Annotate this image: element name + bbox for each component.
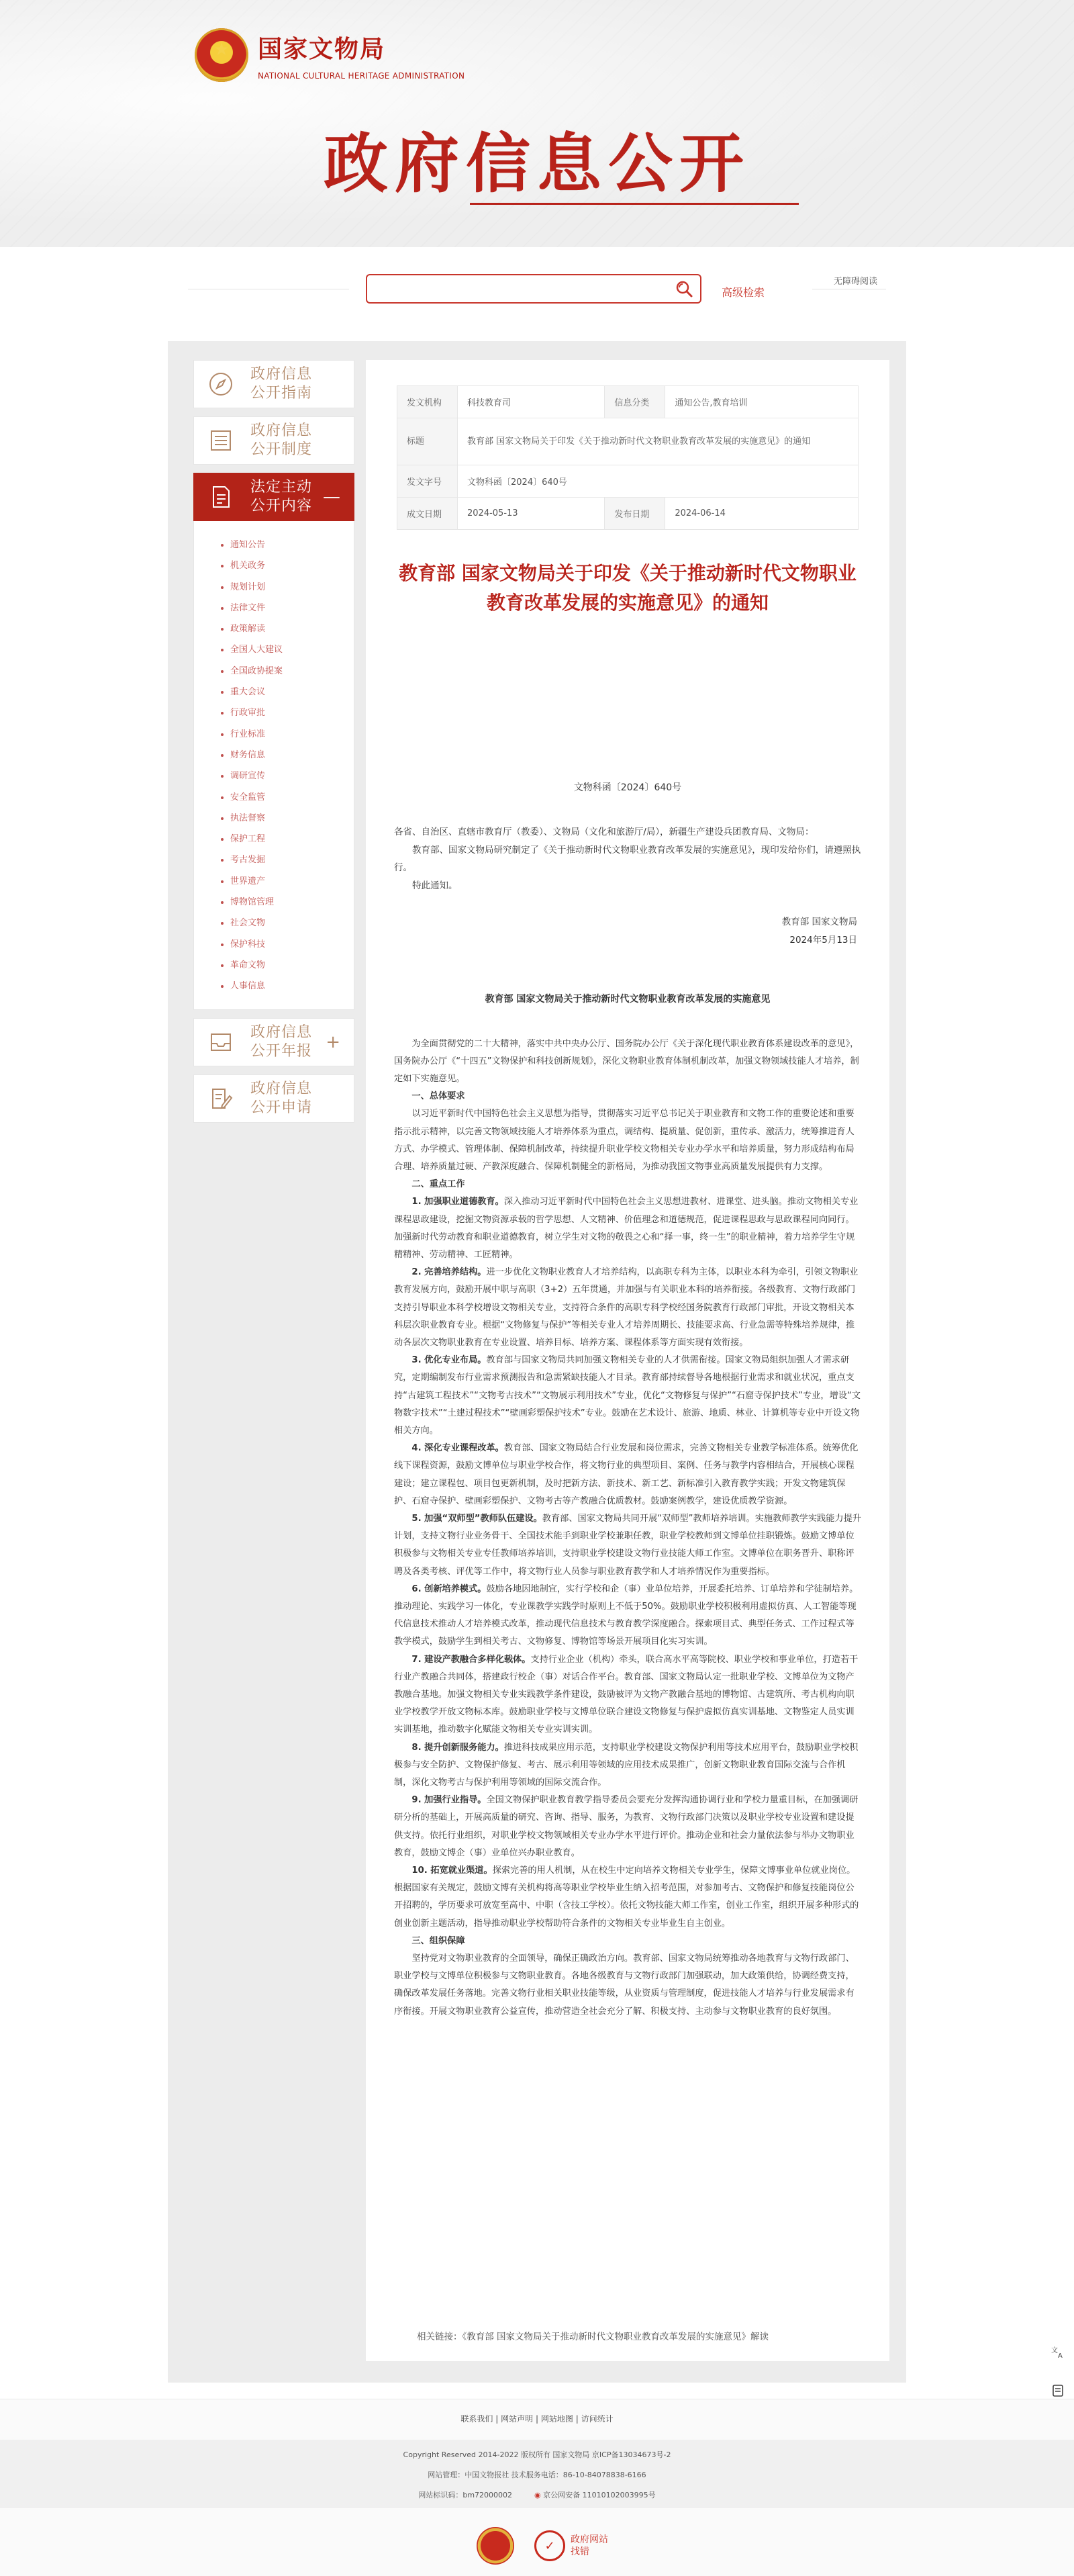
language-icon[interactable] xyxy=(1046,2340,1070,2364)
submenu-item[interactable]: 考古发掘 xyxy=(221,849,354,870)
article-paragraph xyxy=(394,1581,861,1651)
accessibility-link[interactable]: 无障碍阅读 xyxy=(834,277,878,287)
document-number: 文物科函〔2024〕640号 xyxy=(573,782,682,793)
police-record[interactable]: 京公网安备 11010102003995号 xyxy=(543,2491,656,2499)
footer xyxy=(0,2399,1074,2576)
organizer: 网站管理：中国文物报社 技术服务电话：86-10-84078838-6166 xyxy=(428,2471,646,2479)
paragraph-text: 支持行业企业（机构）牵头，联合高水平高等院校、职业学校和事业单位，打造若干行业产教融合共同体，搭建政行校企（事）对话合作平台。教育部、国家文物局认定一批职业学校、文博单位为文物产教融合基地。加强文物相关专业实践教学条件建设，鼓励被评为文物产教融合基地的博物馆、古建筑所、考古机构向职业学校教学开放文物标本库。鼓励职业学校与文博单位联合建设文物修复与保护虚拟仿真实训基地、文物鉴定人员实训实训基地，推动数字化赋能文物相关专业实训实训。 xyxy=(394,1654,859,1735)
report-error-line1: 政府网站 xyxy=(571,2534,608,2545)
svg-text:A: A xyxy=(1058,2352,1063,2359)
site-name: 国家文物局 xyxy=(258,35,386,63)
paragraph-text: 教育部与国家文物局共同加强文物相关专业的人才供需衔接。国家文物局组织加强人才需求研究，定期编制发布行业需求预测报告和急需紧缺技能人才目录。教育部持续督导各地根据行业需求和就业状况，重点支持“古建筑工程技术”“文物考古技术”“文物展示利用技术”专业，优化“文物修复与保护”“石窟寺保护技术”专业，增设“文物数字技术”“土建过程技术”“壁画彩塑保护技术”专业。鼓励在艺术设计、旅游、地质、林业、计算机等专业中开设文物相关方向。 xyxy=(394,1355,861,1436)
search-area xyxy=(168,247,906,341)
footer-link-sitemap[interactable]: 网站地图 xyxy=(540,2414,573,2424)
search-input[interactable] xyxy=(367,276,668,302)
submenu-item[interactable]: 博物馆管理 xyxy=(221,892,354,913)
svg-text:文: 文 xyxy=(1051,2347,1058,2354)
section-heading xyxy=(394,1933,861,1950)
document-body xyxy=(394,823,861,2021)
meta-published-date: 2024-06-14 xyxy=(665,498,859,530)
sidebar-item-label: 法定主动 公开内容 xyxy=(250,479,313,514)
search-button[interactable] xyxy=(668,276,700,302)
submenu-item[interactable]: 社会文物 xyxy=(221,913,354,933)
submenu-item[interactable]: 政策解读 xyxy=(221,618,354,639)
footer-link-contact[interactable]: 联系我们 xyxy=(460,2414,493,2424)
compass-icon xyxy=(206,369,236,399)
attachment-body xyxy=(394,1036,861,2021)
submenu-item[interactable]: 重大会议 xyxy=(221,682,354,702)
article-paragraph xyxy=(394,1193,861,1264)
paragraph-text: 坚持党对文物职业教育的全面领导，确保正确政治方向。教育部、国家文物局统筹推动各地教育与文物行政部门、职业学校与文博单位积极参与文物职业教育。各地各级教育与文物行政部门加强联动，加大政策供给，协调经费支持，确保改革发展任务落地。完善文物行业相关职业技能等级，从业资质与管理制度，促进技能人才培养与行业发展需求有序衔接。开展文物职业教育公益宣传，推动营造全社会充分了解、积极支持、主动参与文物职业教育的良好氛围。 xyxy=(394,1953,855,2017)
sidebar-item-system[interactable] xyxy=(193,416,354,465)
search-icon xyxy=(675,279,693,298)
footer-separator: | xyxy=(495,2414,499,2424)
advanced-search-link[interactable]: 高级检索 xyxy=(722,286,765,299)
meta-label: 发文字号 xyxy=(397,465,458,498)
search-box xyxy=(366,274,701,304)
submenu-item[interactable]: 财务信息 xyxy=(221,745,354,766)
article-paragraph xyxy=(394,1264,861,1352)
meta-label: 成文日期 xyxy=(397,498,458,530)
paragraph-heading: 2. 完善培养结构。 xyxy=(411,1267,487,1278)
header-hero xyxy=(0,0,1074,247)
police-icon: ◉ xyxy=(534,2491,541,2499)
signature: 教育部 国家文物局 xyxy=(781,917,857,927)
page-title: 政府信息公开 xyxy=(324,126,750,201)
sidebar-item-guide[interactable] xyxy=(193,360,354,408)
paragraph-text: 深入推动习近平新时代中国特色社会主义思想进教材、进课堂、进头脑。推动文物相关专业课程思政建设，挖掘文物资源承载的哲学思想、人文精神、价值理念和道德规范，促进课程思政与思政课程同向同行。加强新时代劳动教育和职业道德教育，树立学生对文物的敬畏之心和“择一事，终一生”的职业精神，着力培养学生守规精精神、劳动精神、工匠精神。 xyxy=(394,1197,859,1260)
paragraph-heading: 8. 提升创新服务能力。 xyxy=(411,1742,504,1753)
meta-label: 标题 xyxy=(397,418,458,465)
report-error-badge[interactable] xyxy=(534,2530,608,2561)
paragraph-text: 探索完善的用人机制，从在校生中定向培养文物相关专业学生，保障文博事业单位就业岗位。根据国家有关规定，鼓励文博有关机构将高等职业学校毕业生纳入招考范围，对参加考古、文物保护和修复技能岗位公开招聘的，学历要求可放宽至高中、中职（含技工学校）。依托文物技能大师工作室，创业工作室，组织开展多种形式的创业创新主题活动，指导推动职业学校帮助符合条件的文物相关专业毕业生自主创业。 xyxy=(394,1866,859,1929)
section-heading xyxy=(394,1088,861,1105)
edit-icon xyxy=(206,1084,236,1113)
submenu-item[interactable]: 全国人大建议 xyxy=(221,639,354,660)
article-paragraph xyxy=(394,1739,861,1792)
paragraph-heading: 1. 加强职业道德教育。 xyxy=(411,1197,504,1207)
submenu-item[interactable]: 通知公告 xyxy=(221,535,354,555)
national-emblem-icon xyxy=(195,28,248,82)
paragraph-heading: 10. 拓宽就业渠道。 xyxy=(411,1866,493,1876)
paragraph-text: 以习近平新时代中国特色社会主义思想为指导，贯彻落实习近平总书记关于职业教育和文物工作的重要论述和重要指示批示精神，以完善文物领域技能人才培养体系为重点，调结构、提质量、促创新，重传承、激活力，统筹推进育人方式、办学模式、管理体制、保障机制改革，持续提升职业学校文物相关专业办学水平和培养质量，努力形成结构布局合理、培养质量过硬、产教深度融合、保障机制健全的新格局，为推动我国文物事业高质量发展提供有力支撑。 xyxy=(394,1109,855,1172)
sidebar xyxy=(193,360,354,1131)
submenu-item[interactable]: 行业标准 xyxy=(221,724,354,745)
article-content xyxy=(366,360,889,2361)
submenu-item[interactable]: 保护科技 xyxy=(221,934,354,955)
submenu-item[interactable]: 保护工程 xyxy=(221,829,354,849)
related-link[interactable]: 《教育部 国家文物局关于推动新时代文物职业教育改革发展的实施意见》解读 xyxy=(462,2332,769,2342)
paragraph-heading: 7. 建设产教融合多样化载体。 xyxy=(411,1654,531,1665)
attachment-title: 教育部 国家文物局关于推动新时代文物职业教育改革发展的实施意见 xyxy=(485,994,771,1005)
body-paragraph: 教育部、国家文物局研究制定了《关于推动新时代文物职业教育改革发展的实施意见》，现印发给你们，请遵照执行。 xyxy=(394,844,861,873)
submenu-item[interactable]: 法律文件 xyxy=(221,598,354,618)
signature-date: 2024年5月13日 xyxy=(789,934,857,946)
footer-separator: | xyxy=(535,2414,539,2424)
paragraph-heading: 9. 加强行业指导。 xyxy=(411,1795,487,1806)
document-title: 教育部 国家文物局关于印发《关于推动新时代文物职业教育改革发展的实施意见》的通知 xyxy=(399,562,857,614)
closing: 特此通知。 xyxy=(412,880,458,891)
footer-badges xyxy=(477,2527,608,2565)
sidebar-item-application[interactable] xyxy=(193,1074,354,1123)
expand-toggle[interactable]: + xyxy=(326,1031,340,1052)
meta-created-date: 2024-05-13 xyxy=(458,498,605,530)
footer-info xyxy=(0,2440,1074,2508)
meta-label: 发文机构 xyxy=(397,386,458,418)
paragraph-heading: 3. 优化专业布局。 xyxy=(411,1355,487,1366)
paragraph-heading: 5. 加强“双师型”教师队伍建设。 xyxy=(411,1513,542,1524)
sidebar-item-active-disclosure[interactable] xyxy=(193,473,354,521)
related-links xyxy=(417,2329,769,2342)
article-paragraph xyxy=(394,1651,861,1739)
paragraph-heading: 二、重点工作 xyxy=(411,1179,465,1190)
site-logo[interactable] xyxy=(195,28,465,82)
title-underline xyxy=(470,203,799,205)
article-paragraph xyxy=(394,1036,861,1089)
submenu-item[interactable]: 全国政协提案 xyxy=(221,661,354,682)
site-id: 网站标识码：bm72000002 xyxy=(418,2491,513,2499)
submenu-item[interactable]: 执法督察 xyxy=(221,808,354,829)
meta-label: 信息分类 xyxy=(605,386,665,418)
article-paragraph xyxy=(394,1440,861,1510)
article-paragraph xyxy=(394,1950,861,2021)
site-id-row xyxy=(0,2489,1074,2500)
footer-link-stats[interactable]: 访问统计 xyxy=(581,2414,614,2424)
submenu-item[interactable]: 人事信息 xyxy=(221,976,354,997)
paragraph-text: 推进科技成果应用示范，支持职业学校建设文物保护利用等技术应用平台，鼓励职业学校积极参与安全防护、文物保护修复、考古、展示利用等领域的应用技术成果推广，创新文物职业教育国际交流与合作机制，深化文物考古与保护利用等领域的国际交流合作。 xyxy=(394,1742,859,1788)
meta-label: 发布日期 xyxy=(605,498,665,530)
paragraph-heading: 6. 创新培养模式。 xyxy=(411,1583,487,1594)
article-paragraph xyxy=(394,1792,861,1862)
submenu-item[interactable]: 机关政务 xyxy=(221,555,354,576)
submenu-item[interactable]: 安全监管 xyxy=(221,787,354,808)
paragraph-text: 鼓励各地因地制宜，实行学校和企（事）业单位培养，开展委托培养、订单培养和学徒制培养。推动理论、实践学习一体化，专业课教学实践学时原则上不低于50%。鼓励职业学校积极利用虚拟仿真、人工智能等现代信息技术推动人才培养模式改革，推动现代信息技术与教育教学深度融合。探索项目式、典型任务式、工作过程式等教学模式，鼓励学生到相关考古、文物修复、博物馆等场景开展项目化实习实训。 xyxy=(394,1583,859,1647)
sidebar-item-annual-report[interactable] xyxy=(193,1018,354,1066)
article-paragraph xyxy=(394,1105,861,1176)
paragraph-text: 进一步优化文物职业教育人才培养结构，以高职专科为主体，以职业本科为牵引，引领文物职业教育发展方向，鼓励开展中职与高职（3+2）五年贯通，并加强与有关职业本科的培养衔接。各级教育、文物行政部门支持引导职业本科学校增设文物相关专业，支持符合条件的高职专科学校经国务院教育行政部门审批，开设文物相关本科层次职业教育专业。根据“文物修复与保护”等相关专业人才培养周期长、技能要求高、行业急需等特殊培养规律，推动各层次文物职业教育在专业设置、培养目标、培养方案、课程体系等方面实现有效衔接。 xyxy=(394,1267,859,1348)
recipients: 各省、自治区、直辖市教育厅（教委）、文物局（文化和旅游厅/局），新疆生产建设兵团教育局、文物局： xyxy=(394,827,814,837)
section-heading xyxy=(394,1176,861,1193)
inbox-icon xyxy=(206,1027,236,1057)
metadata-table xyxy=(397,385,859,530)
paragraph-text: 教育部、国家文物局共同开展“双师型”教师培养培训。实施教师教学实践能力提升计划，支持文物行业业务骨干、全国技术能手到职业学校兼职任教，职业学校教师到文博单位挂职锻炼。鼓励文博单位积极参与文物相关专业专任教师培养培训，支持职业学校建设文物行业技能大师工作室。文博单位在职务晋升、职称评聘及各类考核、评优等工作中，将文物行业人员参与职业教育教学和人才培养情况作为重要指标。 xyxy=(394,1513,861,1577)
paragraph-heading: 三、组织保障 xyxy=(411,1935,465,1946)
submenu-item[interactable]: 规划计划 xyxy=(221,577,354,598)
copyright: Copyright Reserved 2014-2022 版权所有 国家文物局 京ICP备13034673号-2 xyxy=(403,2450,671,2459)
footer-link-statement[interactable]: 网站声明 xyxy=(501,2414,534,2424)
submenu-item[interactable]: 调研宣传 xyxy=(221,766,354,786)
submenu-item[interactable]: 世界遗产 xyxy=(221,871,354,892)
sidebar-item-label: 政府信息 公开申请 xyxy=(250,1080,313,1116)
main-container xyxy=(168,247,906,2383)
article-paragraph xyxy=(394,1352,861,1440)
paragraph-heading: 4. 深化专业课程改革。 xyxy=(411,1443,504,1454)
paragraph-heading: 一、总体要求 xyxy=(411,1091,465,1102)
sidebar-item-label: 政府信息 公开制度 xyxy=(250,422,313,458)
meta-category: 通知公告,教育培训 xyxy=(665,386,859,418)
report-error-icon: ✓ xyxy=(534,2530,565,2561)
meta-title: 教育部 国家文物局关于印发《关于推动新时代文物职业教育改革发展的实施意见》的通知 xyxy=(458,418,859,465)
submenu-item[interactable]: 革命文物 xyxy=(221,955,354,976)
site-name-en: NATIONAL CULTURAL HERITAGE ADMINISTRATION xyxy=(258,71,465,81)
paragraph-text: 教育部、国家文物局结合行业发展和岗位需求，完善文物相关专业教学标准体系。统筹优化线下课程资源，鼓励文博单位与职业学校合作，将文物行业的典型项目、案例、任务与教学内容相结合，开展核心课程建设；建立课程包、项目包更新机制，及时把新方法、新技术、新工艺、新标准引入教育教学实践；开发文物建筑保护、石窟寺保护、壁画彩塑保护、文物考古等产教融合优质教材。鼓励案例教学，建设优质教学资源。 xyxy=(394,1443,859,1506)
submenu-item[interactable]: 行政审批 xyxy=(221,702,354,723)
footer-separator: | xyxy=(575,2414,579,2424)
paragraph-text: 全国文物保护职业教育教学指导委员会要充分发挥沟通协调行业和学校力量重目标，在加强调研研分析的基础上，开展高质量的研究、咨询、指导、服务，为教育、文物行政部门决策以及职业学校专业设置和建设提供支持。依托行业组织，对职业学校文物领域相关专业办学水平进行评价。推动企业和社会力量依法参与举办文物职业教育，鼓励文博企（事）业单位兴办职业教育。 xyxy=(394,1795,859,1858)
report-error-line2: 找错 xyxy=(571,2546,589,2557)
related-prefix: 相关链接： xyxy=(417,2332,462,2342)
sidebar-submenu xyxy=(193,521,354,1010)
paragraph-text: 为全面贯彻党的二十大精神，落实中共中央办公厅、国务院办公厅《关于深化现代职业教育体系建设改革的意见》，国务院办公厅《“十四五”文物保护和科技创新规划》，深化文物职业教育体制机制改革，加强文物领域技能人才培养，制定如下实施意见。 xyxy=(394,1038,859,1084)
document-icon xyxy=(206,482,236,512)
meta-issuer: 科技教育司 xyxy=(458,386,605,418)
meta-docno: 文物科函〔2024〕640号 xyxy=(458,465,859,498)
collapse-toggle[interactable]: — xyxy=(323,487,340,507)
sidebar-item-label: 政府信息 公开指南 xyxy=(250,366,313,402)
list-icon xyxy=(206,426,236,455)
gov-badge-icon[interactable] xyxy=(477,2527,514,2565)
footer-links xyxy=(0,2413,1074,2424)
sidebar-item-label: 政府信息 公开年报 xyxy=(250,1023,313,1060)
article-paragraph xyxy=(394,1510,861,1581)
article-paragraph xyxy=(394,1862,861,1933)
